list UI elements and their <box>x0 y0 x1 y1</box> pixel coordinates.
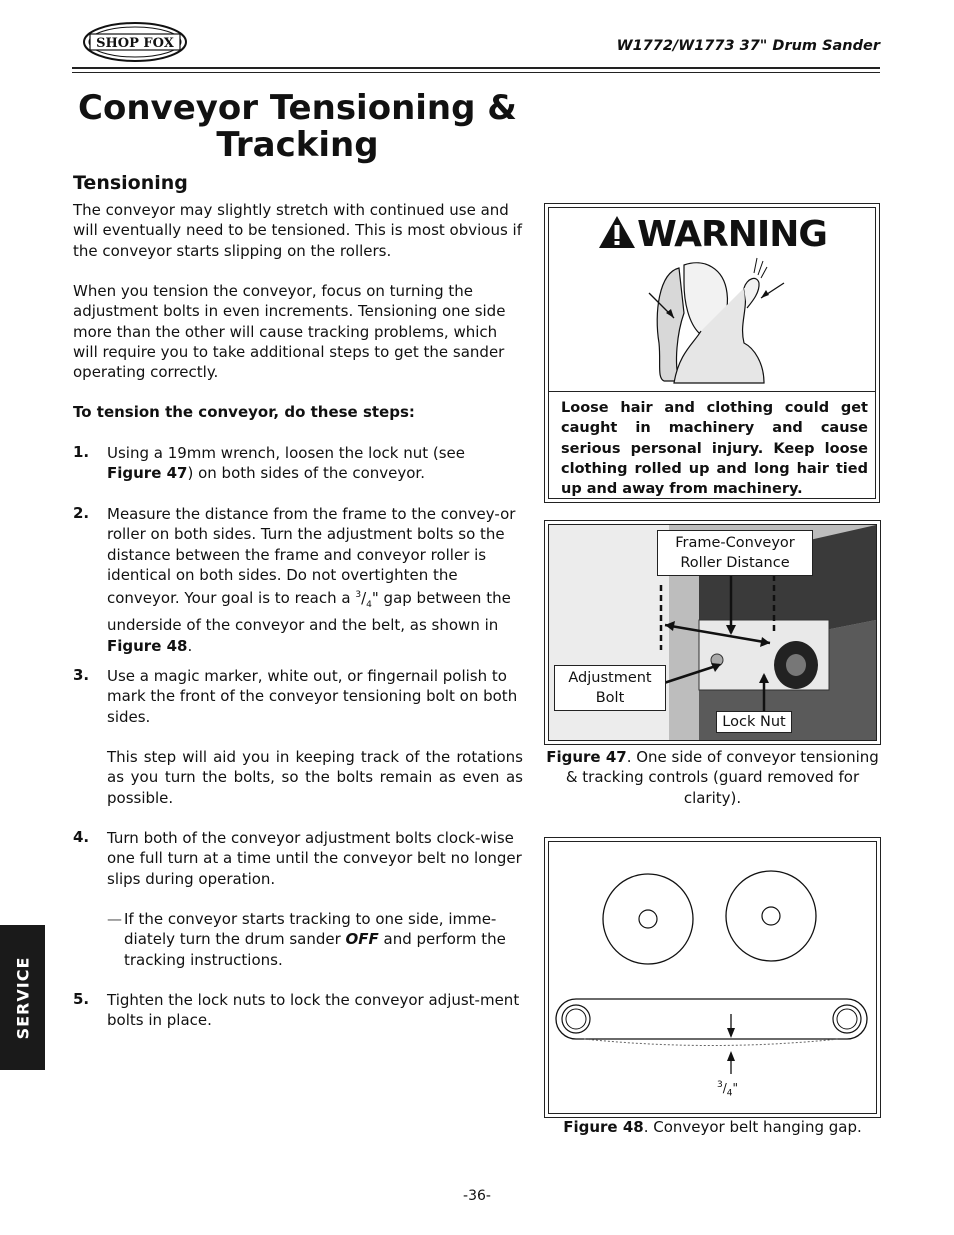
callout-adjustment-bolt: Adjustment Bolt <box>554 665 666 711</box>
figure-48-caption: Figure 48. Conveyor belt hanging gap. <box>563 1118 862 1136</box>
warning-text: Loose hair and clothing could get caught in machinery and cause serious personal injury. Keep loose clothing rolled up and long hair tied up and away from machinery. <box>561 400 868 498</box>
header-rule <box>72 67 880 69</box>
page-number: -36- <box>463 1188 491 1204</box>
warning-box <box>544 203 880 503</box>
conveyor-belt <box>556 999 867 1039</box>
step-4-subnote: — If the conveyor starts tracking to one side, imme-diately turn the drum sander OFF and perform the tracking instructions. <box>107 910 506 969</box>
step-number: 4. <box>73 828 90 846</box>
warning-heading: WARNING <box>549 214 875 255</box>
header-rule-thin <box>72 72 880 73</box>
step-number: 3. <box>73 666 90 684</box>
step-2-text: Measure the distance from the frame to the convey-or roller on both sides. Turn the adjustment bolts so the distance between the frame and conveyor roller is identical on both sides. Do not overtighten the conveyor. Your goal is to reach a $^3/_4$" gap between the underside of the conveyor and the belt, as shown in Figure 48. <box>107 505 516 655</box>
section-heading: Tensioning <box>73 172 188 194</box>
warning-triangle-icon <box>597 214 637 250</box>
figure-47-caption: Figure 47. One side of conveyor tensioning & tracking controls (guard removed for clarity). <box>546 748 879 807</box>
step-3-text: Use a magic marker, white out, or fingernail polish to mark the front of the conveyor tensioning bolt on both sides. <box>107 667 518 726</box>
step-number: 2. <box>73 504 90 522</box>
figure-48 <box>544 837 881 1118</box>
step-1-text: Using a 19mm wrench, loosen the lock nut (see Figure 47) on both sides of the conveyor. <box>107 444 465 483</box>
step-4-text: Turn both of the conveyor adjustment bolts clock-wise one full turn at a time until the conveyor belt no longer slips during operation. <box>107 829 522 888</box>
document-title: W1772/W1773 37" Drum Sander <box>616 38 880 54</box>
step-5-text: Tighten the lock nuts to lock the conveyor adjust-ment bolts in place. <box>107 991 520 1030</box>
callout-roller-distance: Frame-Conveyor Roller Distance <box>657 530 813 576</box>
steps-intro: To tension the conveyor, do these steps: <box>73 403 415 421</box>
intro-paragraph: The conveyor may slightly stretch with continued use and will eventually need to be tensioned. This is most obvious if the conveyor starts slipping on the rollers. <box>73 201 522 260</box>
tension-paragraph: When you tension the conveyor, focus on turning the adjustment bolts in even increments. Tensioning one side more than the other will cause tracking problems, which will require you to take additional steps to get the sander operating correctly. <box>73 282 506 382</box>
page-title: Conveyor Tensioning & Tracking <box>78 88 517 165</box>
step-number: 5. <box>73 990 90 1008</box>
hair-hazard-illustration <box>639 253 789 388</box>
callout-lock-nut: Lock Nut <box>716 711 792 733</box>
belt-gap-diagram <box>549 842 876 1113</box>
step-number: 1. <box>73 443 90 461</box>
gap-measurement-label: $^3/_4$" <box>717 1080 739 1099</box>
shop-fox-logo <box>82 21 188 63</box>
logo-text: SHOP FOX <box>96 36 174 51</box>
section-side-tab: SERVICE <box>0 925 45 1070</box>
figure-47 <box>544 520 881 745</box>
step-3-note: This step will aid you in keeping track of the rotations as you turn the bolts, so the bolts remain as even as possible. <box>107 748 523 807</box>
